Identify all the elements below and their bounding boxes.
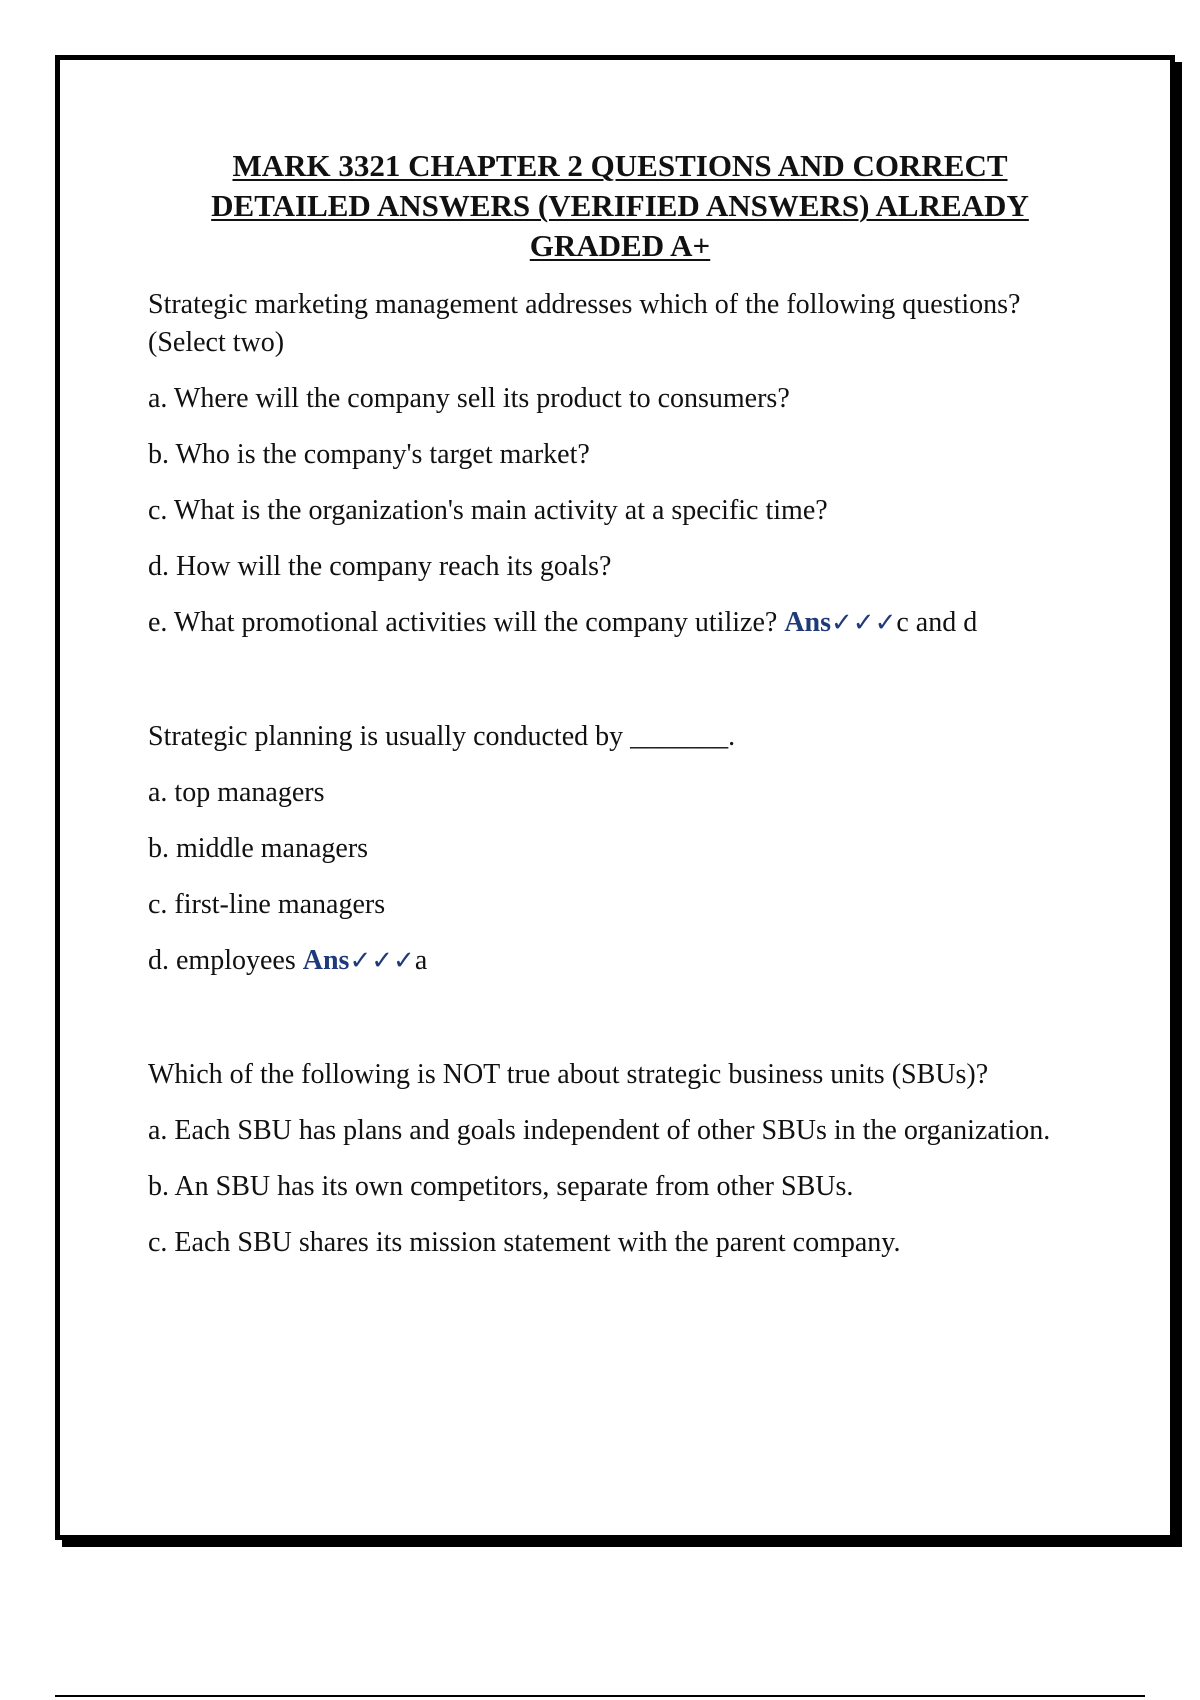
question-text: Strategic marketing management addresses which of the following questions? (Select two) [148,289,1021,358]
section-gap [148,998,1098,1056]
option-a: a. Where will the company sell its product to consumers? [148,383,790,414]
option-b: b. middle managers [148,833,369,864]
option-b: b. An SBU has its own competitors, separate from other SBUs. [148,1171,854,1202]
answer-value: c and d [896,607,978,638]
title-line-1: MARK 3321 CHAPTER 2 QUESTIONS AND CORRECT [232,148,1008,183]
option-c: c. first-line managers [148,889,386,920]
option-d: d. How will the company reach its goals? [148,551,612,582]
option-e: e. What promotional activities will the company utilize? [148,607,785,638]
option-a: a. top managers [148,777,325,808]
option-d: d. employees [148,945,303,976]
page-frame [55,55,1175,1540]
answer-label: Ans [784,607,832,638]
option-c: c. Each SBU shares its mission statement with the parent company. [148,1227,901,1258]
question-block-3 [148,1056,1098,1262]
section-gap [148,660,1098,718]
answer-check-icon: ✓✓✓ [831,608,897,638]
option-d-with-answer [148,942,1098,980]
option-b: b. Who is the company's target market? [148,439,590,470]
footer-divider [55,1695,1145,1697]
title-line-2: DETAILED ANSWERS (VERIFIED ANSWERS) ALREADY [211,188,1029,223]
title-line-3: GRADED A+ [529,228,711,263]
question-block-1 [148,286,1098,642]
answer-label: Ans [302,945,350,976]
answer-check-icon: ✓✓✓ [349,946,415,976]
question-block-2 [148,718,1098,980]
answer-value: a [414,945,428,976]
option-e-with-answer [148,604,1098,642]
question-text: Strategic planning is usually conducted by _______. [148,721,736,752]
document-title [60,146,1180,266]
question-text: Which of the following is NOT true about strategic business units (SBUs)? [148,1059,989,1090]
option-a: a. Each SBU has plans and goals independent of other SBUs in the organization. [148,1115,1051,1146]
option-c: c. What is the organization's main activity at a specific time? [148,495,828,526]
document-content [148,286,1098,1280]
